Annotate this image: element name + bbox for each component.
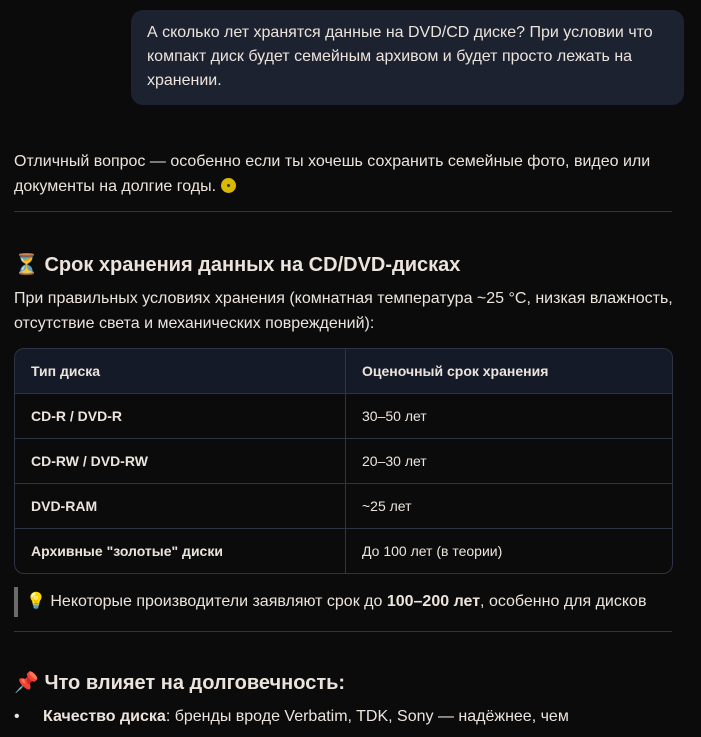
list-item: [14, 705, 569, 729]
conditions-text: При правильных условиях хранения (комнатная температура ~25 °C, низкая влажность, отсутствие света и механических повреждений):: [14, 290, 673, 332]
note-blockquote: [14, 587, 676, 617]
hourglass-icon: ⏳: [14, 254, 39, 276]
storage-term: 20–30 лет: [346, 439, 672, 484]
heading-text: Срок хранения данных на CD/DVD-дисках: [44, 254, 461, 276]
disc-type: Архивные "золотые" диски: [15, 529, 346, 573]
note-text: Некоторые производители заявляют срок до: [50, 593, 387, 610]
column-header: Оценочный срок хранения: [346, 349, 672, 394]
user-message-text: А сколько лет хранятся данные на DVD/CD диске? При условии что компакт диск будет семейным архивом и будет просто лежать на хранении.: [147, 24, 653, 89]
section-heading-storage: [14, 252, 460, 277]
storage-term: ~25 лет: [346, 484, 672, 529]
column-header: Тип диска: [15, 349, 346, 394]
user-message-bubble: [131, 10, 684, 105]
section-heading-factors: [14, 670, 345, 695]
disc-type: CD-R / DVD-R: [15, 394, 346, 439]
table-row: [15, 484, 672, 529]
storage-term: 30–50 лет: [346, 394, 672, 439]
divider: [14, 211, 672, 212]
table-row: [15, 529, 672, 573]
lightbulb-icon: 💡: [26, 593, 46, 610]
table-row: [15, 394, 672, 439]
storage-term: До 100 лет (в теории): [362, 543, 503, 559]
table-header-row: [15, 349, 672, 394]
divider: [14, 631, 672, 632]
note-text-end: , особенно для дисков: [480, 593, 647, 610]
intro-text: Отличный вопрос — особенно если ты хочешь сохранить семейные фото, видео или документы на долгие годы.: [14, 153, 651, 195]
disc-type: CD-RW / DVD-RW: [15, 439, 346, 484]
note-bold: 100–200 лет: [386, 593, 481, 610]
cd-icon: [221, 178, 236, 193]
storage-table: [14, 348, 673, 574]
pushpin-icon: 📌: [14, 672, 39, 694]
bullet-icon: •: [14, 708, 20, 725]
bullet-bold: Качество диска: [43, 708, 166, 725]
reply-intro: [14, 149, 679, 199]
disc-type: DVD-RAM: [15, 484, 346, 529]
table-row: [15, 439, 672, 484]
heading-text: Что влияет на долговечность:: [44, 672, 346, 694]
bullet-text: : бренды вроде Verbatim, TDK, Sony — надёжнее, чем: [165, 708, 569, 725]
